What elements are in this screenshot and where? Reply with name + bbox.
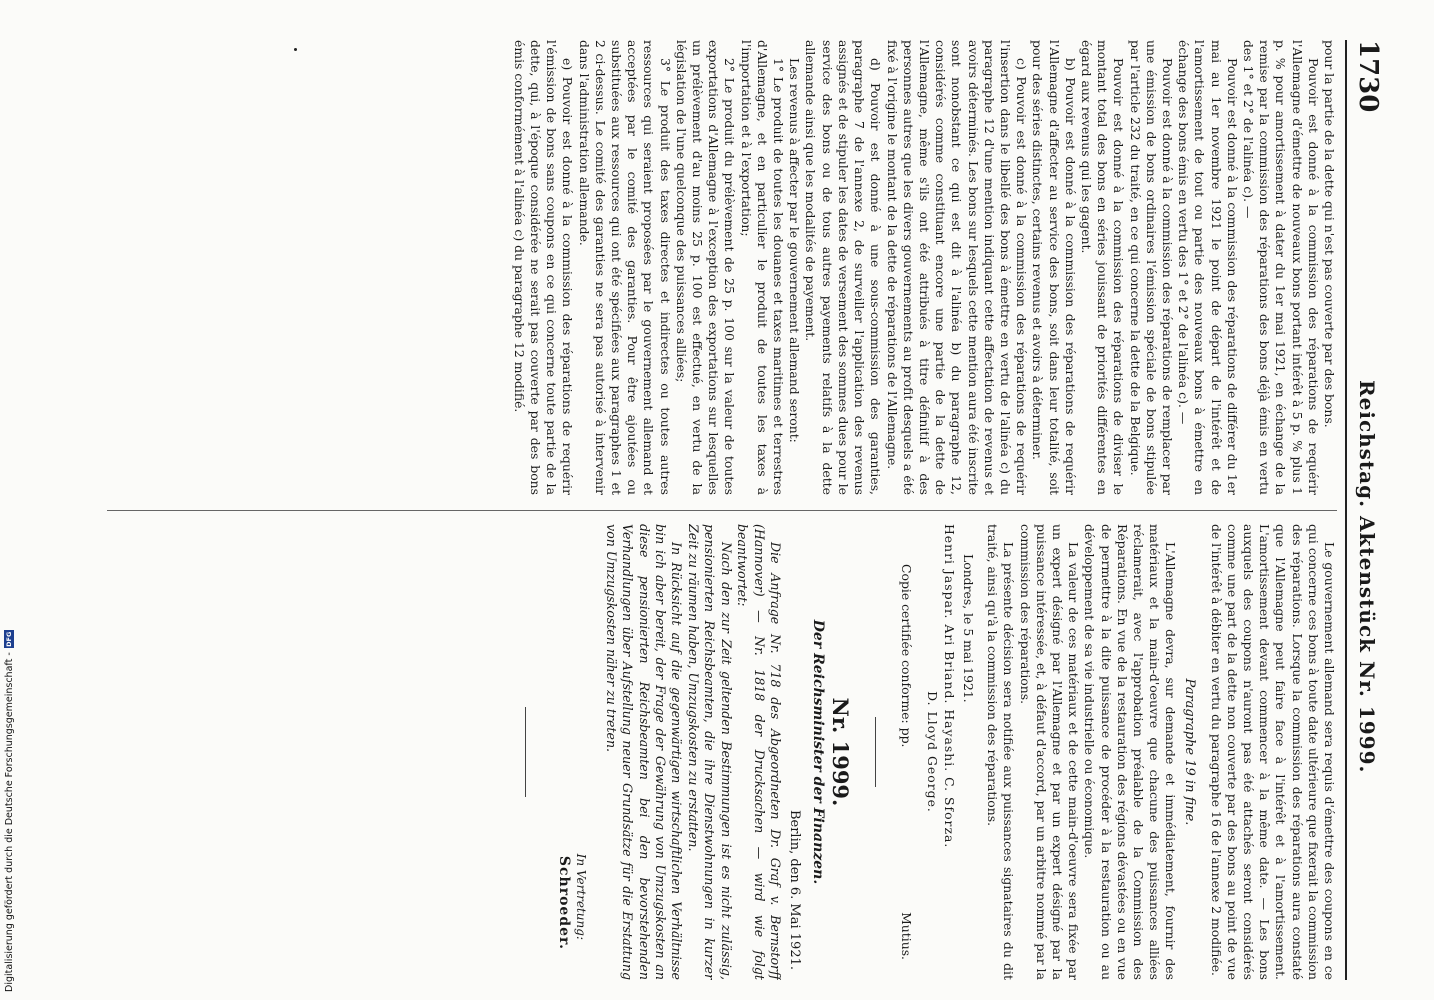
dateline: Londres, le 5 mai 1921. xyxy=(960,554,976,703)
paragraph: Pouvoir est donné à la commission des réparations de diviser le montant total des bons en séries jouissant de priorités différentes en égard aux revenus qui les gagent. xyxy=(1078,40,1127,495)
paragraph: 1° Le produit de toutes les douanes et taxes maritimes et terrestres d'Allemagne, et en particulier le produit de toutes les taxes à l'importation et à l'exportation; xyxy=(738,40,787,495)
representation-note: In Vertretung: xyxy=(574,853,589,940)
letter-date: Berlin, den 6. Mai 1921. xyxy=(786,809,802,970)
paragraph: e) Pouvoir est donné à la commission des réparations de requérir l'émission de bons sans coupons en ce qui concerne toute partie de la dette, qui, à l'époque considérée ne serait pas couverte par des bons émis conformément à l'alinéa c) du paragraphe 12 modifié. xyxy=(511,40,576,495)
certification-name: Mutius. xyxy=(898,912,914,960)
paragraph: L'Allemagne devra, sur demande et immédiatement, fournir des matériaux et la main-d'oeuvre que chacune des puissances alliées réclamerait, avec l'approbation préalable de la Commission des Réparations. En vue de la restauration des régions dévastées ou en vue de permettre à la dite puissance de procéder à la restauration ou au développement de sa vie industrielle ou économique. xyxy=(1082,524,1179,980)
left-column xyxy=(107,40,1337,495)
credit-text: Digitalisierung gefördert durch die Deutsche Forschungsgemeinschaft - xyxy=(3,652,15,992)
paragraph: 3° Le produit des taxes directes et indirectes ou toutes autres ressources qui seraient proposées par le gouvernement allemand et acceptées par le comité des garanties. Pour être ajoutées ou substituées aux ressources qui ont été spécifiées aux paragraphes 1 et 2 ci-dessus. Le comité des garanties ne sera pas autorisé à intervenir dans l'administration allemande. xyxy=(576,40,673,495)
paragraph: 2° Le produit du prélèvement de 25 p. 100 sur la valeur de toutes exportations d'Allemagne à l'exception des exportations sur lesquelles un prélèvement d'au moins 25 p. 100 est effectué, en vertu de la législation de l'une quelconque des puissances alliées; xyxy=(673,40,738,495)
running-title: Reichstag. Aktenstück Nr. 1999. xyxy=(1355,380,1379,774)
end-rule xyxy=(525,707,526,797)
paragraph: La valeur de ces matériaux et de cette main-d'oeuvre sera fixée par un expert désigné par l'Allemagne et par un expert désigné par la puissance intéressée, et, à défaut d'accord, par un arbitre nommé par la commission des réparations. xyxy=(1017,524,1082,980)
certification xyxy=(898,564,914,980)
paragraph: Pouvoir est donné à la commission des réparations de remplacer par une émission de bons ordinaires l'émission spéciale de bons stipulée par l'article 232 du traité, en ce qui concerne la dette de la Belgique. xyxy=(1127,40,1175,495)
paragraph: b) Pouvoir est donné à la commission des réparations de requérir l'Allemagne d'affecter au service des bons, soit dans leur totalité, soit pour des séries distinctes, certains revenus et avoirs à déterminer. xyxy=(1030,40,1078,495)
paragraph: Le gouvernement allemand sera requis d'émettre des coupons en ce qui concerne ces bons à toute date ultérieure que fixerait la commission des réparations. Lorsque la commission des réparations aura constaté que l'Allemagne peut faire face à l'intérêt et à l'amortissement. L'amortissement devant commencer à la même date. — Les bons auxquels des coupons n'auront pas été attachés seront considérés comme une part de la dette non couverte par des bons au point de vue de l'intérêt à débiter en vertu du paragraphe 16 de l'annexe 2 modifiée. xyxy=(1208,524,1337,980)
document-number: Nr. 1999. xyxy=(827,697,853,807)
page-number: 1730 xyxy=(1353,40,1383,113)
signatories: Henri Jaspar. Ari Briand. Hayashi. C. Sforza. xyxy=(941,524,957,849)
certification-text: Copie certifiée conforme: pp. xyxy=(898,564,914,748)
funding-credit xyxy=(3,592,15,992)
paragraph: Pouvoir est donné à la commission des réparations de requérir l'Allemagne d'émettre de nouveaux bons portant intérêt à 5 p. % plus 1 p. % pour amortissement à dater du 1er mai 1921, en échange de la remise par la commission des réparations des bons déjà émis en vertu des 1° et 2° de l'alinéa c). — xyxy=(1240,40,1321,495)
column-divider xyxy=(107,510,1337,511)
paragraph: In Rücksicht auf die gegenwärtigen wirtschaftlichen Verhältnisse bin ich aber bereit, der Frage der Gewährung von Umzugskosten an diese pensionierten Reichsbeamten bei den bevorstehenden Verhandlungen über Aufstellung neuer Grundsätze für die Erstattung von Umzugskosten näher zu treten. xyxy=(603,524,685,980)
signature-name: Schroeder. xyxy=(556,855,573,950)
rotated-document-page xyxy=(95,40,1385,980)
paragraph: pour la partie de la dette qui n'est pas couverte par des bons. xyxy=(1322,40,1337,428)
paragraph: La présente décision sera notifiée aux puissances signataires du dit traité, ainsi qu'à la commission des réparations. xyxy=(985,524,1017,980)
dfg-logo: DFG xyxy=(5,631,13,647)
paragraph: d) Pouvoir est donné à une sous-commission des garanties, paragraphe 7 de l'annexe 2, de surveiller l'application des revenus assignés et de stipuler les dates de versement des sommes dues pour le service des bons ou de tous autres payements relatifs à la dette allemande ainsi que les modalités de payement. xyxy=(803,40,884,495)
separator-rule xyxy=(875,717,876,787)
page-header xyxy=(1345,40,1385,980)
signatories: D. Lloyd George. xyxy=(924,691,940,813)
paragraph: Pouvoir est donné à la commission des réparations de différer du 1er mai au 1er novembre 1921 le point de départ de l'intérêt et de l'amortissement de tout ou partie des nouveaux bons à émettre en échange des bons émis en vertu des 1° et 2° de l'alinéa c). — xyxy=(1176,40,1240,495)
right-column xyxy=(107,524,1337,980)
paragraph: c) Pouvoir est donné à la commission des réparations de requérir l'insertion dans le libellé des bons à émettre en vertu de l'alinéa c) du paragraphe 12 d'une mention indiquant cette affectation de revenus et avoirs déterminés. Les bons sur lesquels cette mention aura été inscrite sont nonobstant ce qui est dit à l'alinéa b) du paragraphe 12, considérés comme constituant encore une partie de la dette de l'Allemagne, même s'ils ont été attribués à titre définitif à des personnes autres que les divers gouvernements au profit desquels a été fixé à l'origine le montant de la dette de réparations de l'Allemagne. xyxy=(884,40,1030,495)
paragraph: Les revenus à affecter par le gouvernement allemand seront: xyxy=(787,58,803,443)
section-heading: Paragraphe 19 in fine. xyxy=(1182,678,1198,826)
ministry-heading: Der Reichsminister der Finanzen. xyxy=(809,619,826,885)
paragraph: Die Anfrage Nr. 718 des Abgeordneten Dr. Graf v. Bernstorff (Hannover) — Nr. 1818 der Drucksachen — wird wie folgt beantwortet: xyxy=(735,524,783,980)
paragraph: Nach den zur Zeit geltenden Bestimmungen ist es nicht zulässig, pensionierten Reichsbeamten, die ihre Dienstwohnungen in kurzer Zeit zu räumen haben, Umzugskosten zu erstatten. xyxy=(685,524,734,980)
